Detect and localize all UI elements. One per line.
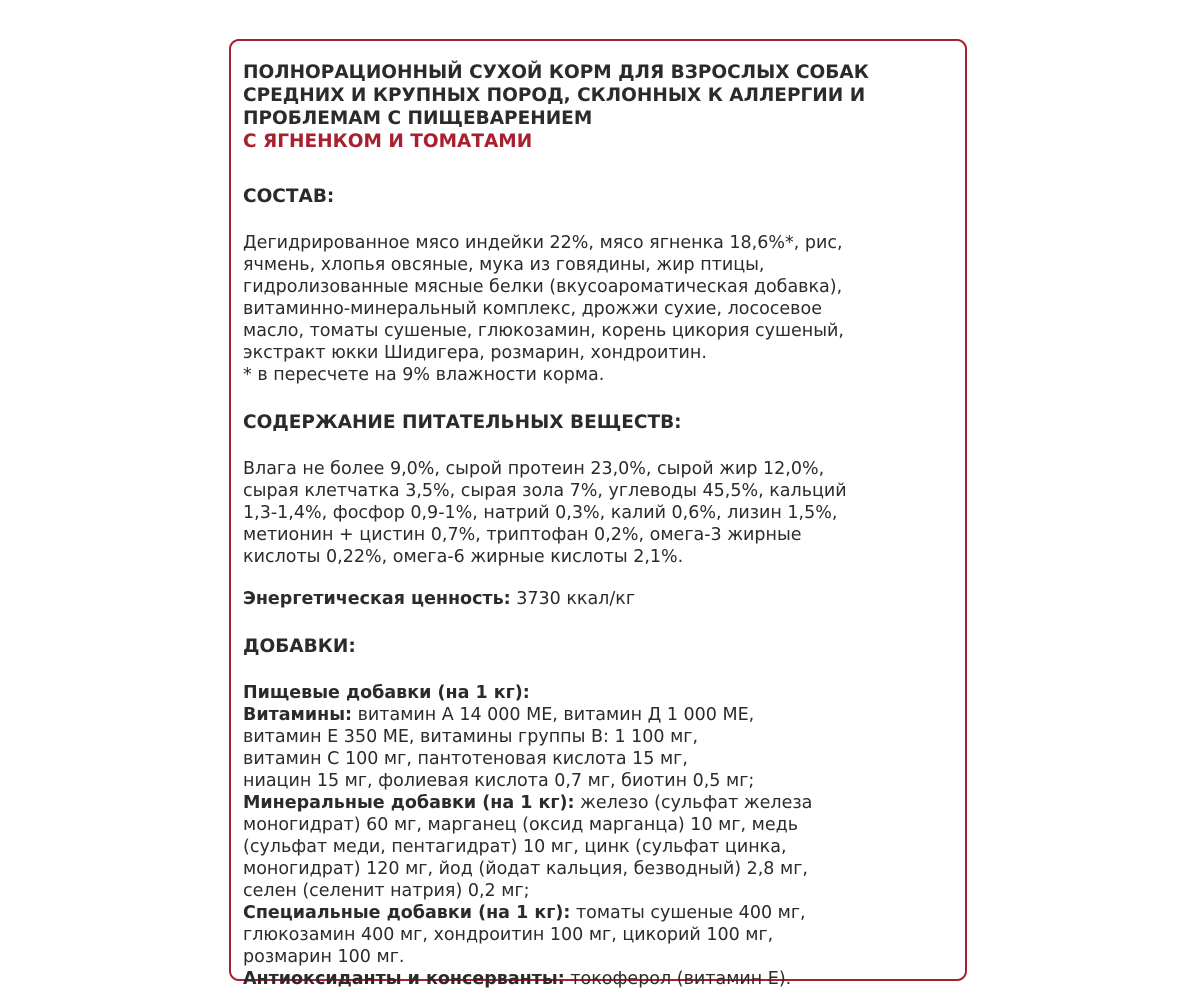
title-line: СРЕДНИХ И КРУПНЫХ ПОРОД, СКЛОННЫХ К АЛЛЕРГИИ И [243,85,866,106]
title-line: ПОЛНОРАЦИОННЫЙ СУХОЙ КОРМ ДЛЯ ВЗРОСЛЫХ СОБАК [243,62,869,83]
vitamins-line: витамин С 100 мг, пантотеновая кислота 15 мг, [243,749,688,769]
title-flavor: С ЯГНЕНКОМ И ТОМАТАМИ [243,131,533,152]
special-additives-text: томаты сушеные 400 мг, [570,903,806,923]
nutrients-line: сырая клетчатка 3,5%, сырая зола 7%, углеводы 45,5%, кальций [243,481,847,501]
nutrients-line: метионин + цистин 0,7%, триптофан 0,2%, омега-3 жирные [243,525,802,545]
minerals-line: (сульфат меди, пентагидрат) 10 мг, цинк (сульфат цинка, [243,837,787,857]
minerals-line: моногидрат) 120 мг, йод (йодат кальция, безводный) 2,8 мг, [243,859,808,879]
product-info-card [229,39,967,989]
minerals-line: моногидрат) 60 мг, марганец (оксид марганца) 10 мг, медь [243,815,799,835]
energy-value-row [243,588,959,610]
food-additives-label: Пищевые добавки (на 1 кг): [243,683,530,703]
composition-line: ячмень, хлопья овсяные, мука из говядины, жир птицы, [243,255,765,275]
composition-text [243,232,959,386]
energy-value: 3730 ккал/кг [510,589,636,609]
composition-line: Дегидрированное мясо индейки 22%, мясо ягненка 18,6%*, рис, [243,233,843,253]
composition-footnote: * в пересчете на 9% влажности корма. [243,365,605,385]
special-additives-line: розмарин 100 мг. [243,947,405,967]
composition-line: витаминно-минеральный комплекс, дрожжи сухие, лососевое [243,299,822,319]
antioxidants-text: токоферол (витамин Е). [564,969,792,989]
special-additives-label: Специальные добавки (на 1 кг): [243,903,571,923]
composition-line: гидролизованные мясные белки (вкусоароматическая добавка), [243,277,843,297]
nutrients-line: Влага не более 9,0%, сырой протеин 23,0%, сырой жир 12,0%, [243,459,825,479]
special-additives-line: глюкозамин 400 мг, хондроитин 100 мг, цикорий 100 мг, [243,925,774,945]
nutrients-line: 1,3-1,4%, фосфор 0,9-1%, натрий 0,3%, калий 0,6%, лизин 1,5%, [243,503,838,523]
nutrients-line: кислоты 0,22%, омега-6 жирные кислоты 2,1%. [243,547,684,567]
vitamins-label: Витамины: [243,705,353,725]
composition-heading: СОСТАВ: [243,186,335,207]
composition-line: масло, томаты сушеные, глюкозамин, корень цикория сушеный, [243,321,844,341]
antioxidants-label: Антиоксиданты и консерванты: [243,969,565,989]
title-line: ПРОБЛЕМАМ С ПИЩЕВАРЕНИЕМ [243,108,593,129]
nutrients-heading: СОДЕРЖАНИЕ ПИТАТЕЛЬНЫХ ВЕЩЕСТВ: [243,412,682,433]
minerals-line: селен (селенит натрия) 0,2 мг; [243,881,530,901]
additives-heading: ДОБАВКИ: [243,636,356,657]
energy-label: Энергетическая ценность: [243,589,511,609]
composition-line: экстракт юкки Шидигера, розмарин, хондроитин. [243,343,707,363]
nutrients-text [243,458,959,568]
minerals-label: Минеральные добавки (на 1 кг): [243,793,575,813]
vitamins-line: ниацин 15 мг, фолиевая кислота 0,7 мг, биотин 0,5 мг; [243,771,755,791]
card-content [243,61,959,990]
vitamins-text: витамин А 14 000 МЕ, витамин Д 1 000 МЕ, [352,705,755,725]
vitamins-line: витамин Е 350 МЕ, витамины группы В: 1 100 мг, [243,727,699,747]
minerals-text: железо (сульфат железа [574,793,813,813]
product-title [243,61,959,153]
additives-text [243,682,959,990]
